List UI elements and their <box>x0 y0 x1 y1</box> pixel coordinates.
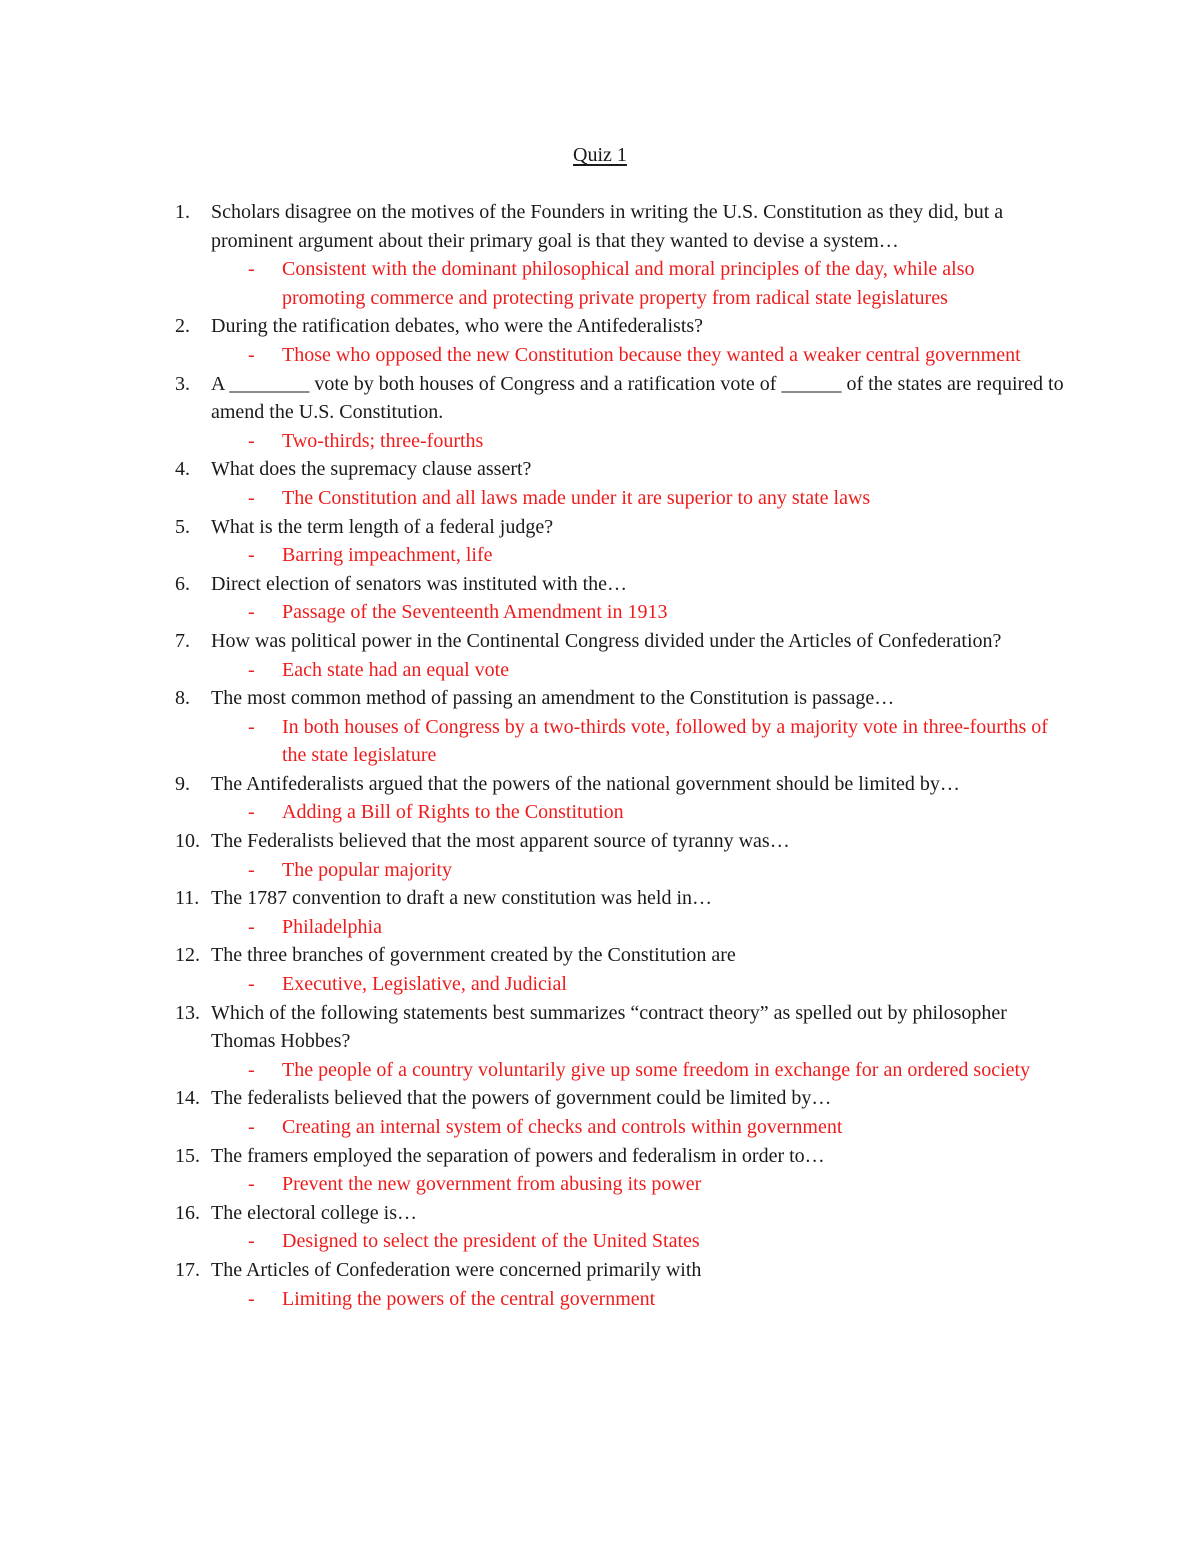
question-text: The most common method of passing an amendment to the Constitution is passage… <box>211 687 895 710</box>
question-number: 3. <box>175 372 190 395</box>
question-text: The Articles of Confederation were concerned primarily with <box>211 1258 702 1281</box>
answer-item <box>211 255 1052 312</box>
answer-bullet: - <box>248 1287 255 1310</box>
answer-item <box>211 713 1052 770</box>
question-number: 6. <box>175 572 190 595</box>
answer-item <box>211 341 1052 370</box>
question-text: What is the term length of a federal judge? <box>211 515 554 538</box>
answer-text: In both houses of Congress by a two-thirds vote, followed by a majority vote in three-fourths of the state legislature <box>282 715 1048 767</box>
question-number: 9. <box>175 772 190 795</box>
answer-bullet: - <box>248 915 255 938</box>
answer-bullet: - <box>248 544 255 567</box>
question-text: The framers employed the separation of powers and federalism in order to… <box>211 1144 825 1167</box>
answer-text: Prevent the new government from abusing its power <box>282 1173 702 1196</box>
answer-text: Each state had an equal vote <box>282 658 510 681</box>
answer-item <box>211 484 1052 513</box>
question-text: What does the supremacy clause assert? <box>211 458 532 481</box>
answer-item <box>211 541 1052 570</box>
question-number: 12. <box>175 944 200 967</box>
question-text: During the ratification debates, who were the Antifederalists? <box>211 315 704 338</box>
answer-item <box>211 1227 1052 1256</box>
question-item <box>0 627 1071 684</box>
question-item <box>0 312 1071 369</box>
question-item <box>0 827 1071 884</box>
answer-item <box>211 970 1052 999</box>
answer-text: Passage of the Seventeenth Amendment in 1913 <box>282 601 668 624</box>
answer-text: Executive, Legislative, and Judicial <box>282 973 567 996</box>
answer-text: Those who opposed the new Constitution because they wanted a weaker central government <box>282 343 1021 366</box>
question-number: 5. <box>175 515 190 538</box>
question-number: 1. <box>175 201 190 223</box>
question-item <box>0 370 1071 456</box>
question-number: 4. <box>175 458 190 481</box>
question-text: Direct election of senators was instituted with the… <box>211 572 628 595</box>
question-item <box>0 884 1071 941</box>
question-item <box>0 198 1071 312</box>
question-item <box>0 770 1071 827</box>
question-number: 7. <box>175 629 190 652</box>
answer-bullet: - <box>248 1116 255 1138</box>
answer-text: Adding a Bill of Rights to the Constitution <box>282 801 624 824</box>
answer-item <box>211 1113 1052 1142</box>
answer-text: The people of a country voluntarily give up some freedom in exchange for an ordered society <box>282 1058 1031 1081</box>
question-number: 14. <box>175 1087 200 1110</box>
question-text: The federalists believed that the powers of government could be limited by… <box>211 1087 832 1110</box>
answer-bullet: - <box>248 715 255 738</box>
answer-text: Barring impeachment, life <box>282 544 493 567</box>
question-item <box>0 684 1071 770</box>
answer-text: Creating an internal system of checks and controls within government <box>282 1116 843 1138</box>
answer-text: Two-thirds; three-fourths <box>282 429 484 452</box>
answer-bullet: - <box>248 486 255 509</box>
answer-bullet: - <box>248 858 255 881</box>
question-text: The Federalists believed that the most apparent source of tyranny was… <box>211 830 790 853</box>
answer-text: The popular majority <box>282 858 452 881</box>
question-number: 13. <box>175 1001 200 1024</box>
answer-item <box>211 427 1052 456</box>
question-item <box>0 570 1071 627</box>
question-item <box>0 513 1071 570</box>
answer-item <box>211 1285 1052 1314</box>
question-number: 16. <box>175 1201 200 1224</box>
question-number: 8. <box>175 687 190 710</box>
question-text: A ________ vote by both houses of Congress and a ratification vote of ______ of the states are required to amend the U.S. Constitution. <box>211 372 1064 424</box>
question-text: How was political power in the Continental Congress divided under the Articles of Confederation? <box>211 629 1002 652</box>
question-item <box>0 1142 1071 1199</box>
question-text: The electoral college is… <box>211 1201 418 1224</box>
question-text: The Antifederalists argued that the powers of the national government should be limited by… <box>211 772 960 795</box>
answer-bullet: - <box>248 1058 255 1081</box>
question-text: Scholars disagree on the motives of the Founders in writing the U.S. Constitution as they did, but a prominent argument about their primary goal is that they wanted to devise a system… <box>211 201 1004 252</box>
answer-text: Philadelphia <box>282 915 382 938</box>
question-item <box>0 999 1071 1085</box>
answer-bullet: - <box>248 1173 255 1196</box>
answer-bullet: - <box>248 801 255 824</box>
answer-item <box>211 656 1052 685</box>
page-title: Quiz 1 <box>573 144 627 166</box>
answer-bullet: - <box>248 343 255 366</box>
answer-text: The Constitution and all laws made under it are superior to any state laws <box>282 486 871 509</box>
answer-text: Designed to select the president of the United States <box>282 1230 700 1253</box>
question-item <box>0 1199 1071 1256</box>
question-number: 11. <box>175 887 200 910</box>
answer-bullet: - <box>248 658 255 681</box>
question-item <box>0 941 1071 998</box>
answer-item <box>211 856 1052 885</box>
answer-item <box>211 913 1052 942</box>
question-text: The 1787 convention to draft a new constitution was held in… <box>211 887 713 910</box>
answer-text: Consistent with the dominant philosophical and moral principles of the day, while also promoting commerce and protecting private property from radical state legislatures <box>282 258 975 309</box>
answer-item <box>211 1170 1052 1199</box>
question-text: Which of the following statements best summarizes “contract theory” as spelled out by philosopher Thomas Hobbes? <box>211 1001 1007 1053</box>
answer-bullet: - <box>248 258 255 281</box>
question-list <box>0 198 1200 1313</box>
question-text: The three branches of government created by the Constitution are <box>211 944 736 967</box>
question-number: 15. <box>175 1144 200 1167</box>
question-number: 10. <box>175 830 200 853</box>
question-item <box>0 455 1071 512</box>
answer-bullet: - <box>248 973 255 996</box>
question-item <box>0 1084 1071 1141</box>
answer-bullet: - <box>248 1230 255 1253</box>
answer-bullet: - <box>248 601 255 624</box>
answer-item <box>211 798 1052 827</box>
answer-item <box>211 598 1052 627</box>
answer-text: Limiting the powers of the central government <box>282 1287 656 1310</box>
answer-item <box>211 1056 1052 1085</box>
question-number: 2. <box>175 315 190 338</box>
question-number: 17. <box>175 1258 200 1281</box>
answer-bullet: - <box>248 429 255 452</box>
question-item <box>0 1256 1071 1313</box>
